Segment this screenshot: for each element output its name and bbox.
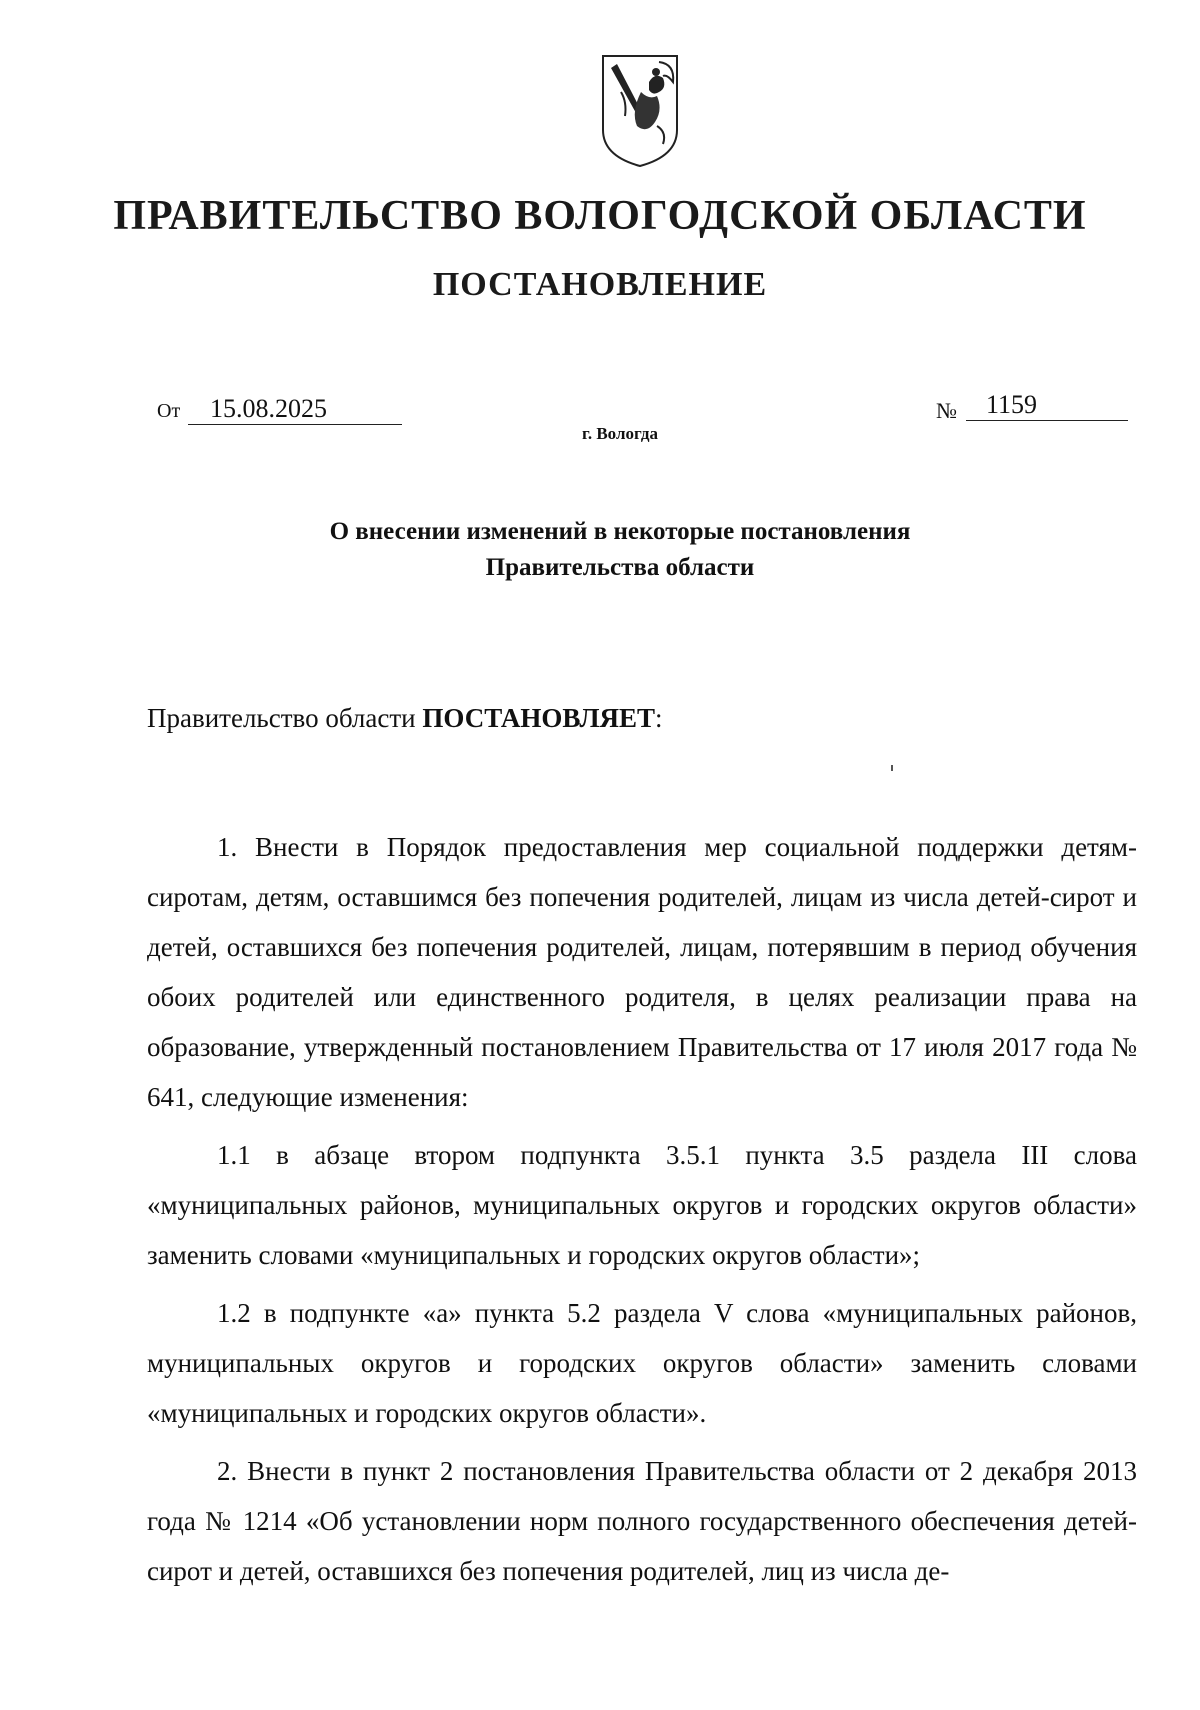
scan-mark [891, 765, 893, 771]
coat-of-arms-icon [597, 52, 683, 170]
preamble-suffix: : [654, 703, 663, 733]
preamble [147, 703, 663, 734]
number-label: № [936, 398, 957, 423]
date-label: От [157, 400, 181, 422]
document-subject [0, 514, 1200, 586]
document-type-title: ПОСТАНОВЛЕНИЕ [432, 266, 768, 303]
paragraph: 2. Внести в пункт 2 постановления Правительства области от 2 декабря 2013 года № 1214 «Об установлении норм полного государственного обеспечения детей-сирот и детей, оставшихся без попечения родителей, лиц из числа де- [147, 1456, 1137, 1586]
document-date: 15.08.2025 [188, 394, 402, 425]
document-body [147, 822, 1137, 1596]
organization-title: ПРАВИТЕЛЬСТВО ВОЛОГОДСКОЙ ОБЛАСТИ [113, 193, 1087, 239]
paragraph: 1.1 в абзаце втором подпункта 3.5.1 пункта 3.5 раздела III слова «муниципальных районов, муниципальных округов и городских округов области» заменить словами «муниципальных и городских округов области»; [147, 1140, 1137, 1270]
paragraph: 1. Внести в Порядок предоставления мер социальной поддержки детям-сиротам, детям, оставшимся без попечения родителей, лицам из числа детей-сирот и детей, оставшихся без попечения родителей, лицам, потерявшим в период обучения обоих родителей или единственного родителя, в целях реализации права на образование, утвержденный постановлением Правительства от 17 июля 2017 года № 641, следующие изменения: [147, 832, 1137, 1112]
subject-line-2: Правительства области [485, 554, 755, 581]
preamble-text: Правительство области [147, 703, 423, 733]
subject-line-1: О внесении изменений в некоторые постановления [329, 518, 911, 545]
preamble-keyword: ПОСТАНОВЛЯЕТ [422, 703, 655, 733]
paragraph: 1.2 в подпункте «а» пункта 5.2 раздела V слова «муниципальных районов, муниципальных округов и городских округов области» заменить словами «муниципальных и городских округов области». [147, 1298, 1137, 1428]
city-line: г. Вологда [582, 424, 658, 443]
document-number: 1159 [966, 390, 1128, 421]
